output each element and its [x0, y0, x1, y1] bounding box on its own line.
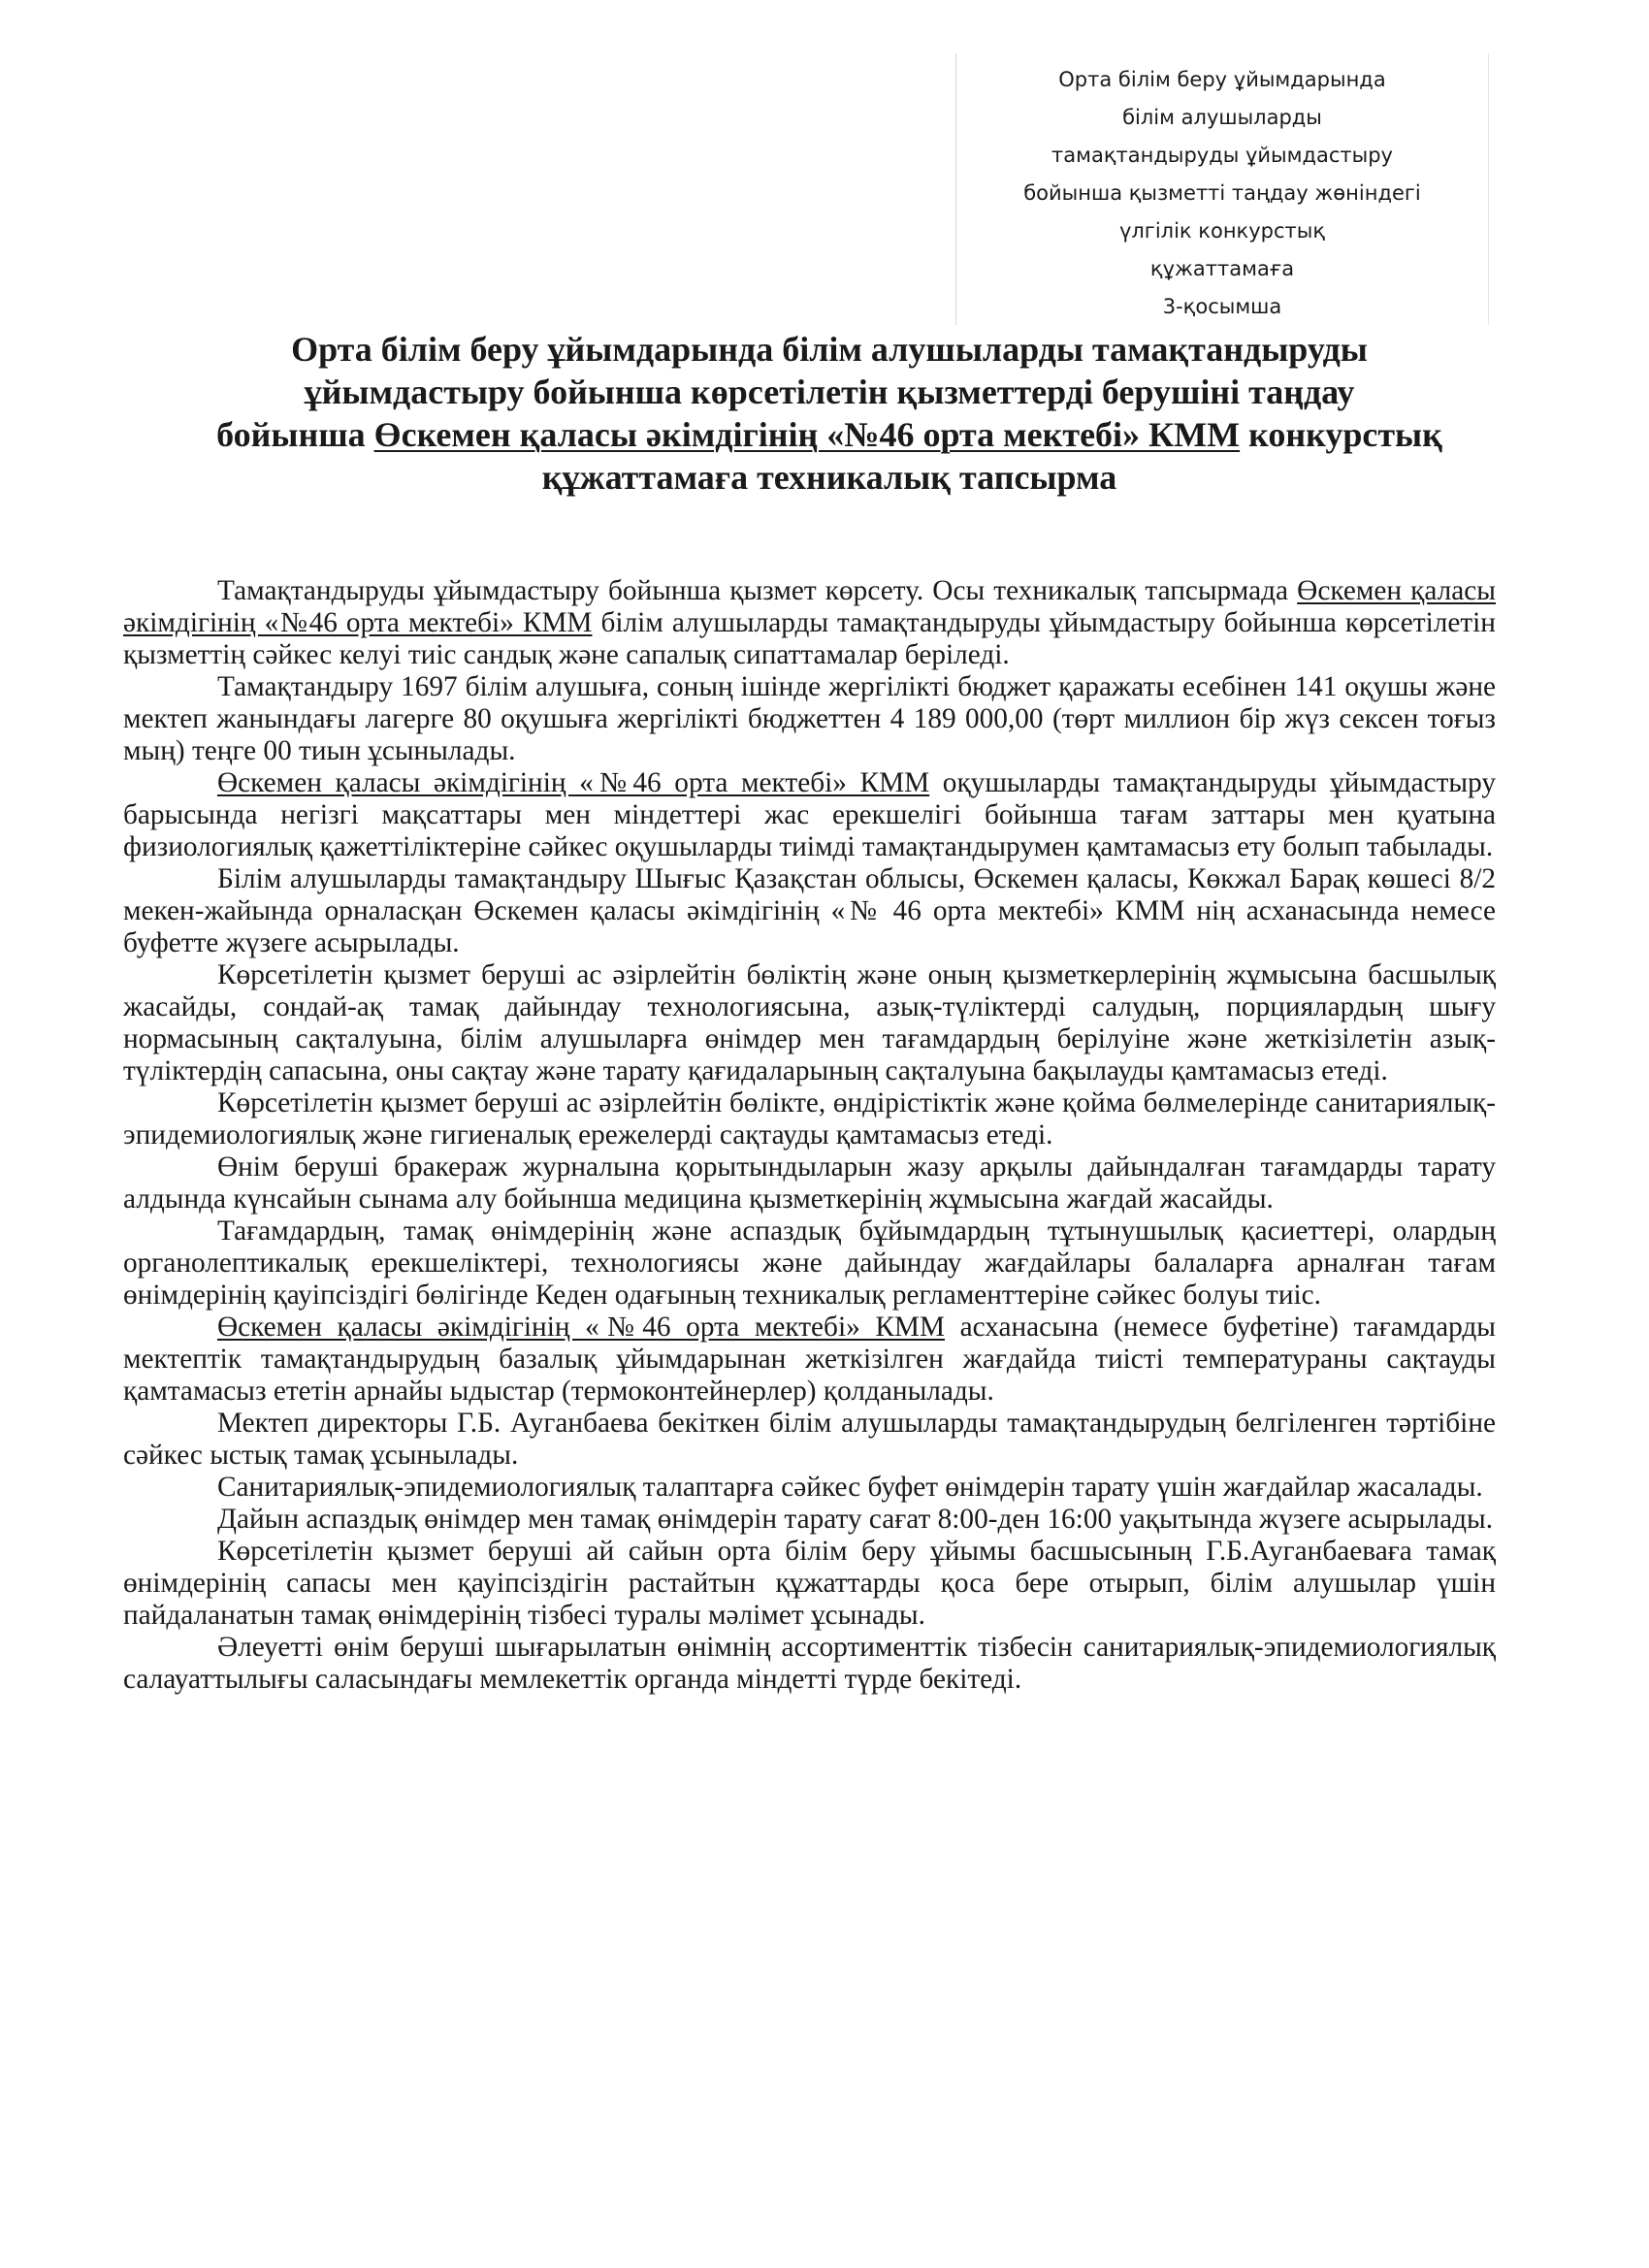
- paragraph-11: Санитариялық-эпидемиологиялық талаптарға сәйкес буфет өнімдерін тарату үшін жағдайлар жасалады.: [217, 1472, 1483, 1503]
- title-line-3-pre: бойынша: [216, 415, 374, 454]
- annex-note: [955, 53, 1489, 325]
- paragraph-5: Көрсетілетін қызмет беруші ас әзірлейтін бөліктің және оның қызметкерлерінің жұмысына басшылық жасайды, сондай-ақ тамақ дайындау технологиясына, азық-түліктерді салудың, порциялардың шығу нормасының сақталуына, білім алушыларға өнімдер мен тағамдардың берілуіне және жеткізілетін азық-түліктердің сапасына, оны сақтау және тарату қағидаларының сақталуына бақылауды қамтамасыз етеді.: [123, 959, 1496, 1086]
- document-body: [123, 575, 1496, 1696]
- paragraph-1: [123, 575, 1496, 671]
- paragraph-1-text-a: Тамақтандыруды ұйымдастыру бойынша қызмет көрсету. Осы техникалық тапсырмада: [217, 575, 1298, 606]
- paragraph-13: Көрсетілетін қызмет беруші ай сайын орта білім беру ұйымы басшысының Г.Б.Ауганбаеваға тамақ өнімдерінің сапасы мен қауіпсіздігін растайтын құжаттарды қоса бере отырып, білім алушылар үшін пайдаланатын тамақ өнімдерінің тізбесі туралы мәлімет ұсынады.: [123, 1536, 1496, 1631]
- paragraph-10: Мектеп директоры Г.Б. Ауганбаева бекіткен білім алушыларды тамақтандырудың белгіленген тәртібіне сәйкес ыстық тамақ ұсынылады.: [123, 1408, 1496, 1471]
- paragraph-3-organization: Өскемен қаласы әкімдігінің «№46 орта мектебі» КММ: [217, 767, 930, 798]
- paragraph-6: Көрсетілетін қызмет беруші ас әзірлейтін бөлікте, өндірістіктік және қойма бөлмелерінде санитариялық-эпидемиологиялық және гигиеналық ережелерді сақтауды қамтамасыз етеді.: [123, 1087, 1496, 1150]
- title-organization: Өскемен қаласы әкімдігінің «№46 орта мектебі» КММ: [373, 415, 1241, 454]
- paragraph-9: [123, 1312, 1496, 1408]
- paragraph-1-text-b: білім алушыларды тамақтандыруды ұйымдастыру бойынша көрсетілетін қызметтің сәйкес келуі тиіс сандық және сапалық сипаттамалар беріледі.: [123, 607, 1496, 670]
- paragraph-4: Білім алушыларды тамақтандыру Шығыс Қазақстан облысы, Өскемен қаласы, Көкжал Барақ көшесі 8/2 мекен-жайында орналасқан Өскемен қаласы әкімдігінің «№ 46 орта мектебі» КММ нің асханасында немесе буфетте жүзеге асырылады.: [123, 863, 1496, 958]
- paragraph-9-text: асханасына (немесе буфетіне) тағамдарды мектептік тамақтандырудың базалық ұйымдарынан жеткізілген жағдайда тиісті температураны сақтауды қамтамасыз ететін арнайы ыдыстар (термоконтейнерлер) қолданылады.: [123, 1312, 1496, 1407]
- annex-line: құжаттамаға: [1149, 257, 1295, 280]
- title-line-3: [165, 413, 1494, 456]
- annex-line: білім алушыларды: [1122, 106, 1322, 129]
- annex-line: Орта білім беру ұйымдарында: [1058, 68, 1386, 91]
- paragraph-9-organization: Өскемен қаласы әкімдігінің «№46 орта мектебі» КММ: [217, 1312, 945, 1343]
- paragraph-14: Әлеуетті өнім беруші шығарылатын өнімнің ассортименттік тізбесін санитариялық-эпидемиологиялық салауаттылығы саласындағы мемлекеттік органда міндетті түрде бекітеді.: [123, 1632, 1496, 1695]
- annex-line: бойынша қызметті таңдау жөніндегі: [1023, 181, 1421, 205]
- title-line-4: құжаттамаға техникалық тапсырма: [541, 458, 1117, 497]
- paragraph-8: Тағамдардың, тамақ өнімдерінің және аспаздық бұйымдардың тұтынушылық қасиеттері, олардың органолептикалық ерекшеліктері, технологиясы және дайындау жағдайлары балаларға арналған тағам өнімдерінің қауіпсіздігі бөлігінде Кеден одағының техникалық регламенттеріне сәйкес болуы тиіс.: [123, 1215, 1496, 1311]
- paragraph-7: Өнім беруші бракераж журналына қорытындыларын жазу арқылы дайындалған тағамдарды тарату алдында күнсайын сынама алу бойынша медицина қызметкерінің жұмысына жағдай жасайды.: [123, 1151, 1496, 1215]
- paragraph-12: Дайын аспаздық өнімдер мен тамақ өнімдерін тарату сағат 8:00-ден 16:00 уақытында жүзеге асырылады.: [217, 1504, 1494, 1535]
- title-line-1: Орта білім беру ұйымдарында білім алушыларды тамақтандыруды: [291, 330, 1368, 369]
- annex-line: 3-қосымша: [1162, 295, 1282, 318]
- annex-line: тамақтандыруды ұйымдастыру: [1051, 144, 1393, 167]
- paragraph-1-organization: Өскемен қаласы әкімдігінің «№46 орта мектебі» КММ: [123, 575, 1496, 638]
- title-line-2: ұйымдастыру бойынша көрсетілетін қызметтерді берушіні таңдау: [304, 373, 1355, 411]
- paragraph-3: [123, 767, 1496, 863]
- paragraph-3-text: оқушыларды тамақтандыруды ұйымдастыру барысында негізгі мақсаттары мен міндеттері жас ерекшелігі бойынша тағам заттары мен қуатына физиологиялық қажеттіліктеріне сәйкес оқушыларды тиімді тамақтандырумен қамтамасыз ету болып табылады.: [123, 767, 1496, 862]
- annex-line: үлгілік конкурстық: [1118, 219, 1326, 243]
- paragraph-2: Тамақтандыру 1697 білім алушыға, соның ішінде жергілікті бюджет қаражаты есебінен 141 оқушы және мектеп жанындағы лагерге 80 оқушыға жергілікті бюджеттен 4 189 000,00 (төрт миллион бір жүз сексен тоғыз мың) теңге 00 тиын ұсынылады.: [123, 671, 1496, 766]
- title-line-3-post: конкурстық: [1240, 415, 1442, 454]
- document-title: [165, 328, 1494, 499]
